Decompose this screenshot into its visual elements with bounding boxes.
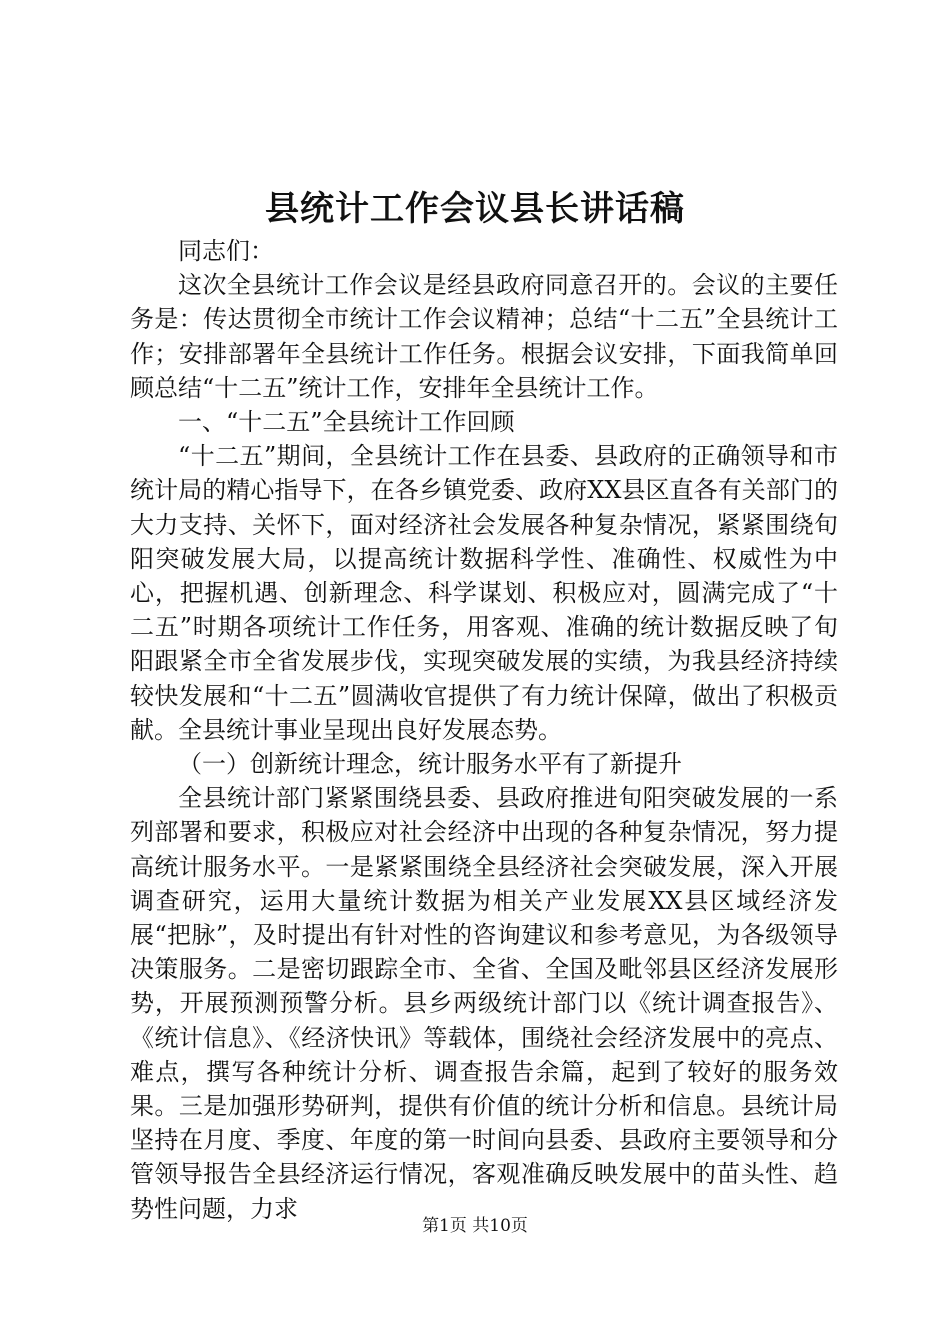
document-title: 县统计工作会议县长讲话稿 (265, 189, 685, 229)
innovation-paragraph: 全县统计部门紧紧围绕县委、县政府推进旬阳突破发展的一系列部署和要求，积极应对社会经济中出现的各种复杂情况，努力提高统计服务水平。一是紧紧围绕全县经济社会突破发展，深入开展调查研究，运用大量统计数据为相关产业发展XX县区域经济发展“把脉”，及时提出有针对性的咨询建议和参考意见，为各级领导决策服务。二是密切跟踪全市、全省、全国及毗邻县区经济发展形势，开展预测预警分析。县乡两级统计部门以《统计调查报告》、《统计信息》、《经济快讯》等载体，围绕社会经济发展中的亮点、难点，撰写各种统计分析、调查报告余篇，起到了较好的服务效果。三是加强形势研判，提供有价值的统计分析和信息。县统计局坚持在月度、季度、年度的第一时间向县委、县政府主要领导和分管领导报告全县经济运行情况，客观准确反映发展中的苗头性、趋势性问题，力求 (130, 784, 838, 1223)
page-number-footer: 第1页 共10页 (422, 1216, 528, 1236)
section-heading-review: 一、“十二五”全县统计工作回顾 (178, 408, 515, 437)
document-body (130, 234, 838, 1226)
intro-paragraph: 这次全县统计工作会议是经县政府同意召开的。会议的主要任务是：传达贯彻全市统计工作会议精神；总结“十二五”全县统计工作；安排部署年全县统计工作任务。根据会议安排，下面我简单回顾总结“十二五”统计工作，安排年全县统计工作。 (130, 271, 838, 402)
salutation-paragraph: 同志们： (178, 237, 274, 265)
review-paragraph: “十二五”期间，全县统计工作在县委、县政府的正确领导和市统计局的精心指导下，在各乡镇党委、政府XX县区直各有关部门的大力支持、关怀下，面对经济社会发展各种复杂情况，紧紧围绕旬阳突破发展大局，以提高统计数据科学性、准确性、权威性为中心，把握机遇、创新理念、科学谋划、积极应对，圆满完成了“十二五”时期各项统计工作任务，用客观、准确的统计数据反映了旬阳跟紧全市全省发展步伐，实现突破发展的实绩，为我县经济持续较快发展和“十二五”圆满收官提供了有力统计保障，做出了积极贡献。全县统计事业呈现出良好发展态势。 (130, 442, 838, 744)
subsection-heading-innovation: （一）创新统计理念，统计服务水平有了新提升 (178, 750, 682, 779)
